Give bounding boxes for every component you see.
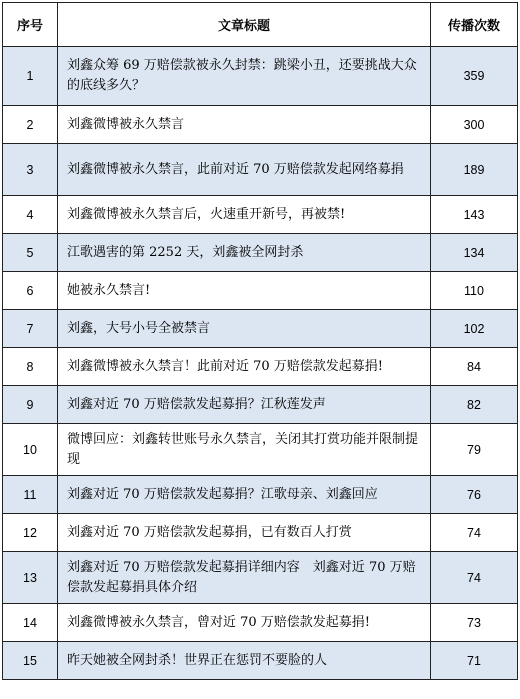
article-title: 刘鑫微博被永久禁言，曾对近 70 万赔偿款发起募捐! <box>58 604 431 642</box>
article-title: 刘鑫众筹 69 万赔偿款被永久封禁：跳梁小丑，还要挑战大众的底线多久？ <box>58 47 431 106</box>
table-row <box>3 272 518 310</box>
table-row <box>3 642 518 680</box>
table-row <box>3 234 518 272</box>
header-index: 序号 <box>3 3 58 47</box>
spread-count: 300 <box>431 106 518 144</box>
row-index: 12 <box>3 514 58 552</box>
article-title: 微博回应：刘鑫转世账号永久禁言，关闭其打赏功能并限制提现 <box>58 424 431 476</box>
row-index: 10 <box>3 424 58 476</box>
spread-count: 359 <box>431 47 518 106</box>
table-row <box>3 476 518 514</box>
spread-count: 79 <box>431 424 518 476</box>
spread-count: 76 <box>431 476 518 514</box>
row-index: 1 <box>3 47 58 106</box>
row-index: 2 <box>3 106 58 144</box>
row-index: 15 <box>3 642 58 680</box>
row-index: 7 <box>3 310 58 348</box>
article-title: 她被永久禁言! <box>58 272 431 310</box>
table-row <box>3 144 518 196</box>
header-title: 文章标题 <box>58 3 431 47</box>
header-count: 传播次数 <box>431 3 518 47</box>
article-title: 刘鑫微博被永久禁言，此前对近 70 万赔偿款发起网络募捐 <box>58 144 431 196</box>
spread-count: 143 <box>431 196 518 234</box>
spread-count: 73 <box>431 604 518 642</box>
article-title: 刘鑫微博被永久禁言！此前对近 70 万赔偿款发起募捐! <box>58 348 431 386</box>
table-row <box>3 310 518 348</box>
row-index: 6 <box>3 272 58 310</box>
row-index: 13 <box>3 552 58 604</box>
article-title: 刘鑫对近 70 万赔偿款发起募捐？江秋莲发声 <box>58 386 431 424</box>
spread-count: 82 <box>431 386 518 424</box>
article-title: 昨天她被全网封杀！世界正在惩罚不要脸的人 <box>58 642 431 680</box>
article-title: 刘鑫对近 70 万赔偿款发起募捐？江歌母亲、刘鑫回应 <box>58 476 431 514</box>
table-row <box>3 106 518 144</box>
row-index: 5 <box>3 234 58 272</box>
table-row <box>3 424 518 476</box>
row-index: 11 <box>3 476 58 514</box>
spread-count: 102 <box>431 310 518 348</box>
table-row <box>3 552 518 604</box>
spread-count: 74 <box>431 514 518 552</box>
row-index: 3 <box>3 144 58 196</box>
table-row <box>3 196 518 234</box>
article-title: 刘鑫微博被永久禁言 <box>58 106 431 144</box>
article-title: 刘鑫，大号小号全被禁言 <box>58 310 431 348</box>
article-title: 刘鑫对近 70 万赔偿款发起募捐详细内容 刘鑫对近 70 万赔偿款发起募捐具体介绍 <box>58 552 431 604</box>
spread-count: 71 <box>431 642 518 680</box>
row-index: 14 <box>3 604 58 642</box>
row-index: 8 <box>3 348 58 386</box>
table-row <box>3 386 518 424</box>
row-index: 9 <box>3 386 58 424</box>
article-title: 江歌遇害的第 2252 天，刘鑫被全网封杀 <box>58 234 431 272</box>
article-title: 刘鑫对近 70 万赔偿款发起募捐，已有数百人打赏 <box>58 514 431 552</box>
spread-count: 110 <box>431 272 518 310</box>
article-spread-table <box>2 2 518 680</box>
spread-count: 84 <box>431 348 518 386</box>
article-title: 刘鑫微博被永久禁言后，火速重开新号，再被禁! <box>58 196 431 234</box>
spread-count: 134 <box>431 234 518 272</box>
table-row <box>3 348 518 386</box>
spread-count: 74 <box>431 552 518 604</box>
table-row <box>3 514 518 552</box>
header-row <box>3 3 518 47</box>
spread-count: 189 <box>431 144 518 196</box>
table-row <box>3 604 518 642</box>
row-index: 4 <box>3 196 58 234</box>
table-row <box>3 47 518 106</box>
